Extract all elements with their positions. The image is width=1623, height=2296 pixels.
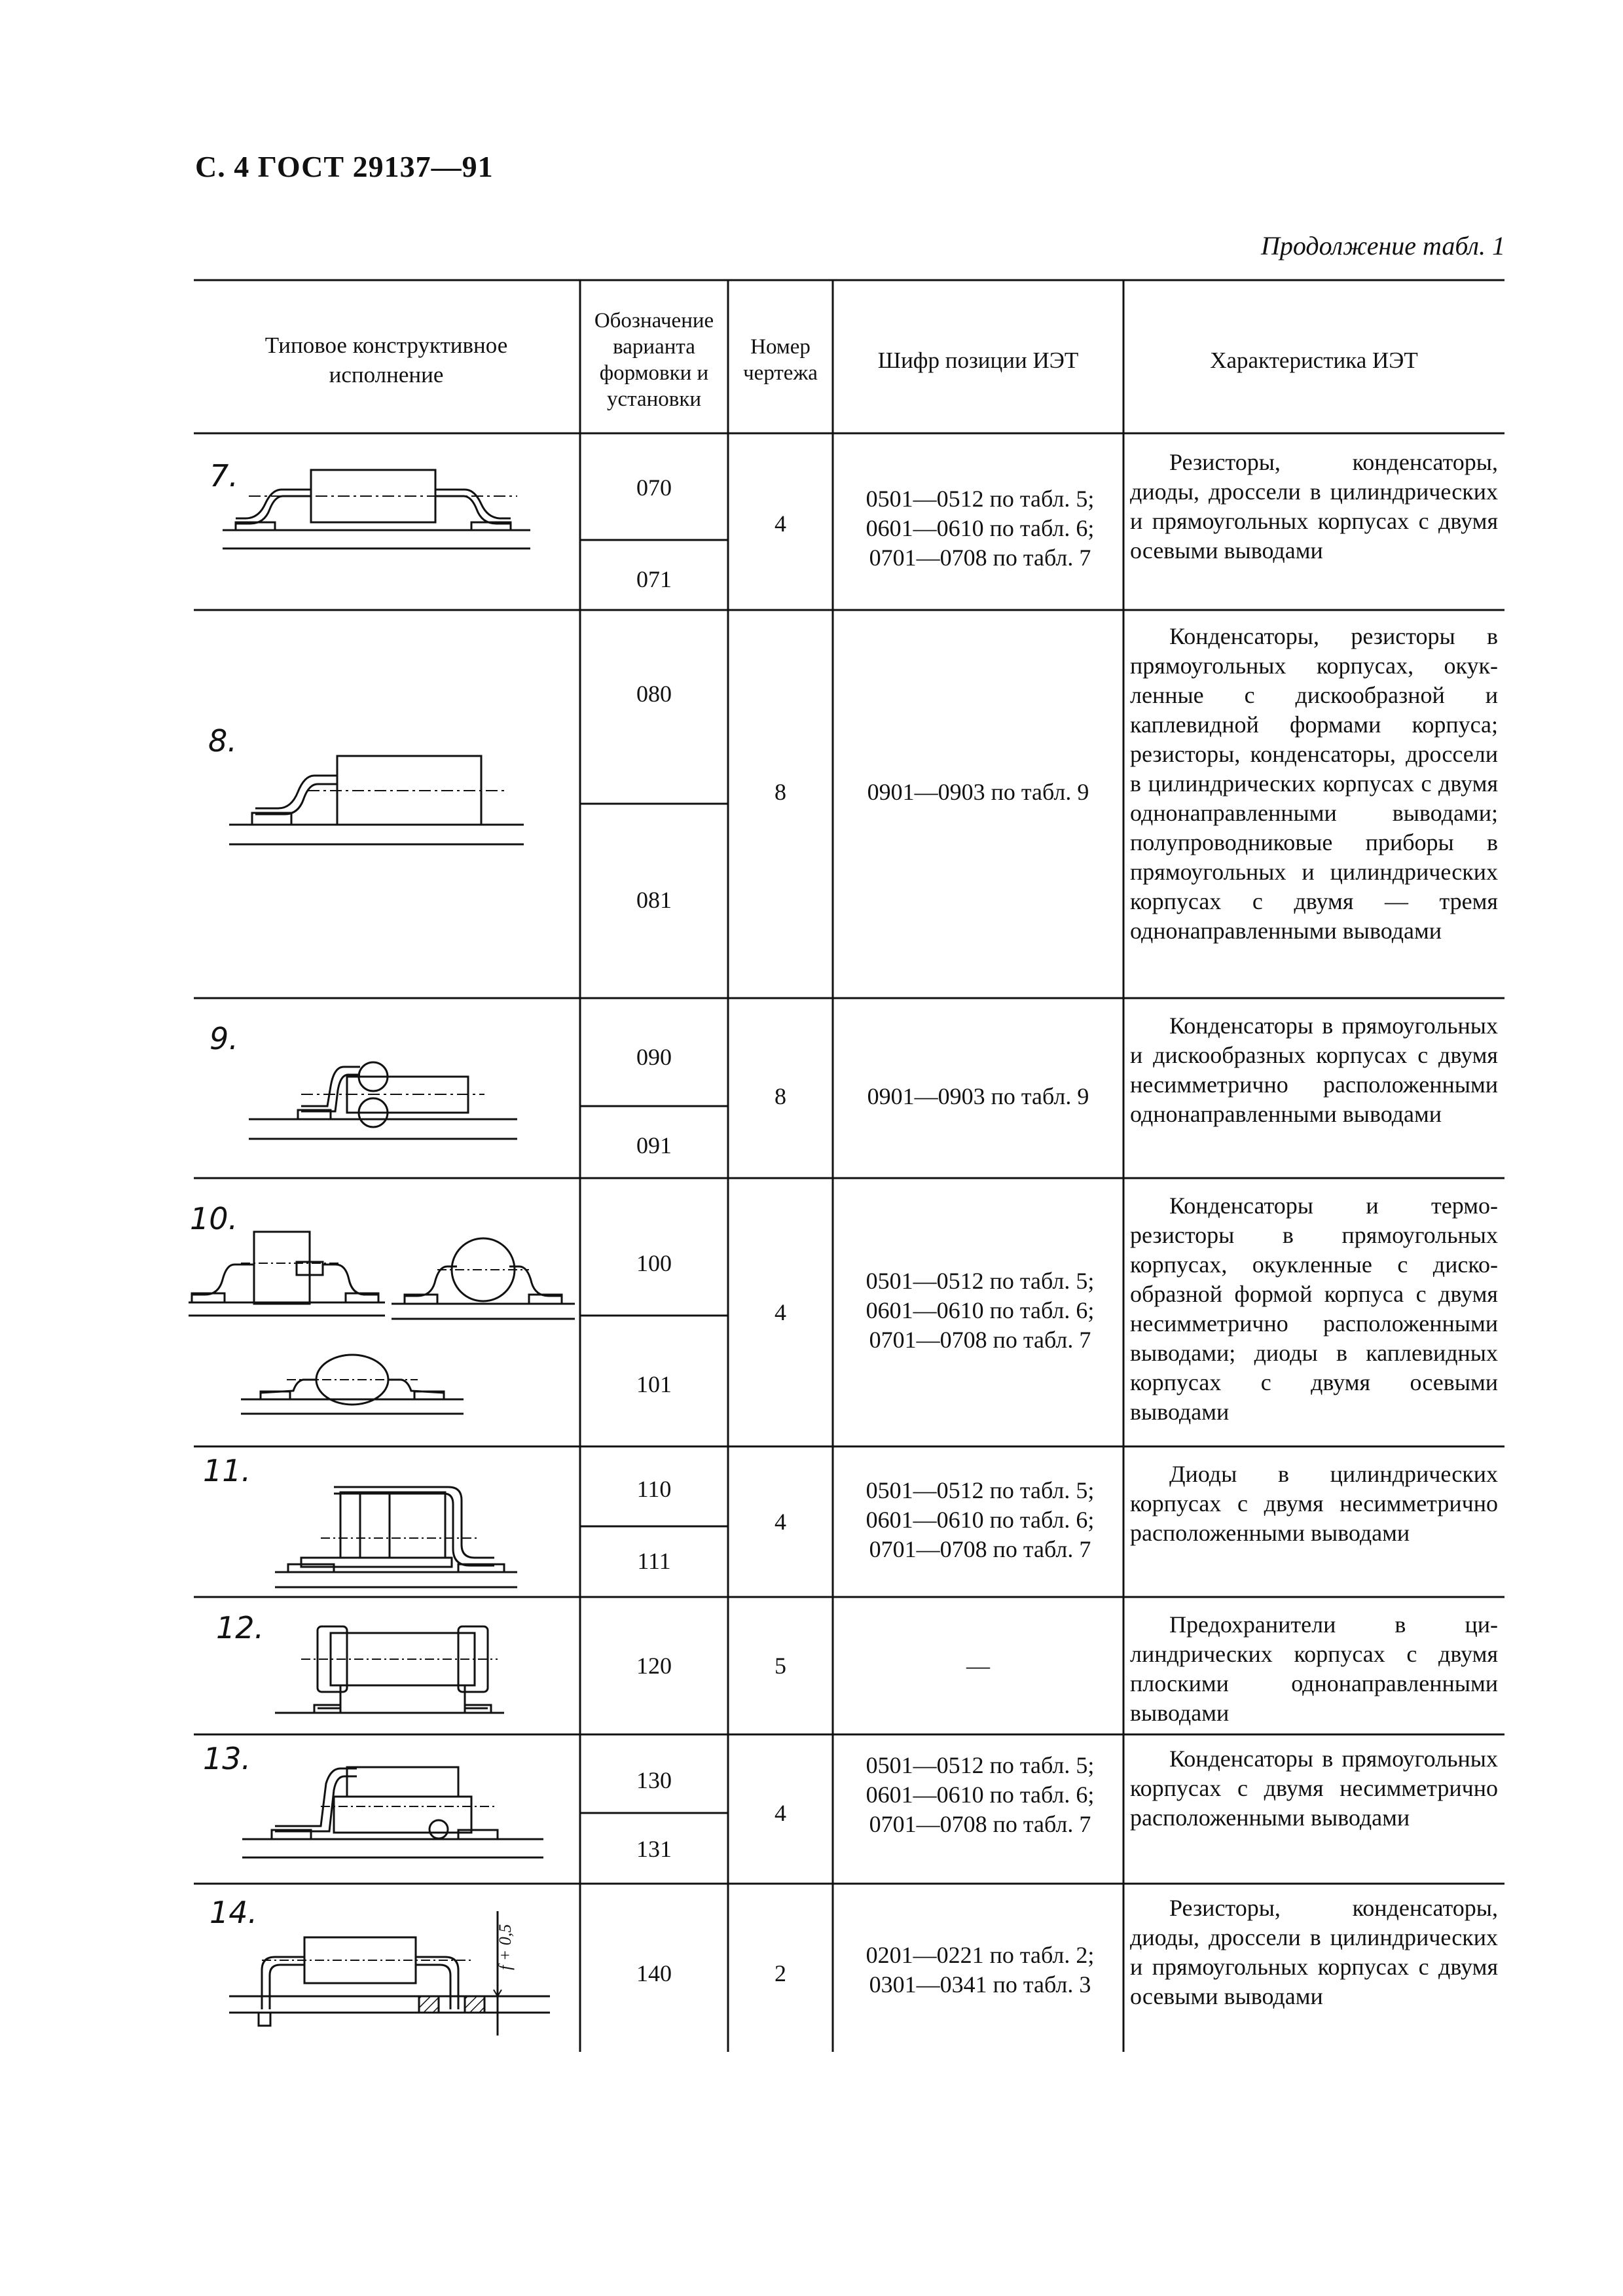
code-line: 0701—0708 по табл. 7 bbox=[869, 1811, 1091, 1837]
code-line: 0501—0512 по табл. 5; bbox=[866, 1477, 1095, 1503]
figure-number: 10. bbox=[190, 1201, 238, 1236]
drawing-number: 5 bbox=[775, 1652, 786, 1679]
figure-8-drawing bbox=[223, 740, 537, 857]
characteristic-text bbox=[1123, 1460, 1504, 1548]
code-line: 0901—0903 по табл. 9 bbox=[867, 778, 1089, 805]
variant-code: 081 bbox=[636, 886, 672, 913]
drawing-number: 8 bbox=[775, 778, 786, 805]
code-line: 0901—0903 по табл. 9 bbox=[867, 1083, 1089, 1109]
table-continuation-label: Продолжение табл. 1 bbox=[1260, 231, 1505, 260]
variant-code: 070 bbox=[636, 474, 672, 501]
characteristic-text bbox=[1123, 1011, 1504, 1129]
characteristic-paragraph: Конденсаторы в прямоугольных и дискообразных корпусах с двумя несимметрично расположенными однонаправленными выводами bbox=[1130, 1013, 1498, 1127]
characteristic-text bbox=[1123, 1610, 1504, 1728]
variant-code: 120 bbox=[636, 1652, 672, 1679]
drawing-number: 4 bbox=[775, 510, 786, 537]
code-line: 0501—0512 по табл. 5; bbox=[866, 1268, 1095, 1294]
variant-code: 080 bbox=[636, 680, 672, 707]
code-line: 0701—0708 по табл. 7 bbox=[869, 1536, 1091, 1562]
characteristic-text bbox=[1123, 622, 1504, 946]
page-title: С. 4 ГОСТ 29137—91 bbox=[195, 150, 494, 183]
figure-number: 13. bbox=[203, 1741, 251, 1776]
characteristic-text bbox=[1123, 448, 1504, 565]
code-line: 0301—0341 по табл. 3 bbox=[869, 1971, 1091, 1998]
figure-number: 9. bbox=[210, 1021, 238, 1056]
variant-code: 071 bbox=[636, 565, 672, 592]
code-line: 0501—0512 по табл. 5; bbox=[866, 1752, 1095, 1778]
column-header-position-code: Шифр позиции ИЭТ bbox=[877, 347, 1079, 373]
variant-code: 130 bbox=[636, 1767, 672, 1793]
characteristic-paragraph: Конденсаторы, резисторы в прямоугольных корпусах, окукленные с дискообразной и каплевидной формами корпуса; резисторы, конденсаторы, дроссели в цилиндрических корпусах с двумя однонаправленными выводами; полупроводниковые приборы в прямоугольных и цилиндрических корпусах с двумя — тремя однонаправленными выводами bbox=[1130, 623, 1498, 944]
characteristic-text bbox=[1123, 1191, 1504, 1427]
drawing-number: 4 bbox=[775, 1799, 786, 1826]
code-line: 0501—0512 по табл. 5; bbox=[866, 486, 1095, 512]
code-line: 0201—0221 по табл. 2; bbox=[866, 1942, 1095, 1968]
variant-code: 100 bbox=[636, 1249, 672, 1276]
figure-number: 14. bbox=[210, 1895, 258, 1930]
drawing-number: 2 bbox=[775, 1960, 786, 1986]
variant-code: 110 bbox=[636, 1475, 672, 1502]
figure-11-drawing bbox=[262, 1466, 524, 1590]
column-header-design: Типовое конструктивное исполнение bbox=[264, 332, 508, 387]
column-header-drawing-number: Номер чертежа bbox=[743, 335, 818, 385]
variant-code: 140 bbox=[636, 1960, 672, 1986]
position-codes bbox=[839, 1751, 1121, 1839]
position-codes bbox=[833, 772, 1123, 812]
characteristic-paragraph: Конденсаторы в прямоугольных корпусах с двумя несимметрично расположенными выводами bbox=[1130, 1746, 1498, 1831]
characteristic-paragraph: Конденсаторы и терморезисторы в прямоугольных корпусах, окукленные с дискообразной формой корпуса с двумя несимметрично расположенными выводами; диоды в каплевидных корпусах с двумя осевыми выводами bbox=[1130, 1193, 1498, 1425]
variant-code: 090 bbox=[636, 1043, 672, 1070]
code-line: 0601—0610 по табл. 6; bbox=[866, 515, 1095, 541]
characteristic-paragraph: Резисторы, конденсаторы, диоды, дроссели в цилиндрических и прямоугольных корпусах с двумя осевыми выводами bbox=[1130, 1895, 1498, 2009]
characteristic-paragraph: Предохранители в цилиндрических корпусах с двумя плоскими однонаправленными выводами bbox=[1130, 1611, 1498, 1726]
characteristic-text bbox=[1123, 1893, 1504, 2011]
code-line: 0701—0708 по табл. 7 bbox=[869, 545, 1091, 571]
figure-13-drawing bbox=[236, 1754, 550, 1872]
variant-code: 101 bbox=[636, 1371, 672, 1397]
code-line: 0601—0610 по табл. 6; bbox=[866, 1782, 1095, 1808]
characteristic-text bbox=[1123, 1744, 1504, 1833]
variant-code: 091 bbox=[636, 1132, 672, 1158]
position-codes bbox=[839, 1266, 1121, 1355]
position-codes bbox=[839, 1476, 1121, 1564]
code-line: 0701—0708 по табл. 7 bbox=[869, 1327, 1091, 1353]
column-header-characteristic: Характеристика ИЭТ bbox=[1210, 347, 1418, 373]
figure-7-drawing bbox=[210, 458, 550, 563]
figure-number: 7. bbox=[210, 458, 238, 493]
position-codes bbox=[839, 484, 1121, 573]
code-line: 0601—0610 по табл. 6; bbox=[866, 1507, 1095, 1533]
drawing-number: 4 bbox=[775, 1508, 786, 1535]
position-codes bbox=[833, 1646, 1123, 1685]
column-header-variant: Обозначение варианта формовки и установки bbox=[594, 309, 714, 411]
figure-number: 11. bbox=[203, 1453, 251, 1488]
drawing-number: 8 bbox=[775, 1083, 786, 1109]
code-line: 0601—0610 по табл. 6; bbox=[866, 1297, 1095, 1323]
figure-14-drawing bbox=[223, 1898, 563, 2049]
code-line: — bbox=[966, 1652, 990, 1679]
variant-code: 111 bbox=[637, 1547, 671, 1574]
position-codes bbox=[833, 1077, 1123, 1116]
figure-10-drawing bbox=[189, 1217, 581, 1433]
drawing-number: 4 bbox=[775, 1299, 786, 1325]
variant-code: 131 bbox=[636, 1835, 672, 1862]
dimension-label: f + 0,5 bbox=[496, 1924, 515, 1970]
position-codes bbox=[839, 1941, 1121, 2000]
characteristic-paragraph: Резисторы, конденсаторы, диоды, дроссели в цилиндрических и прямоугольных корпусах с двумя осевыми выводами bbox=[1130, 449, 1498, 564]
figure-number: 12. bbox=[216, 1610, 264, 1645]
figure-9-drawing bbox=[242, 1041, 530, 1152]
characteristic-paragraph: Диоды в цилиндрических корпусах с двумя несимметрично расположенными выводами bbox=[1130, 1461, 1498, 1546]
figure-12-drawing bbox=[262, 1607, 524, 1725]
figure-number: 8. bbox=[208, 723, 237, 759]
